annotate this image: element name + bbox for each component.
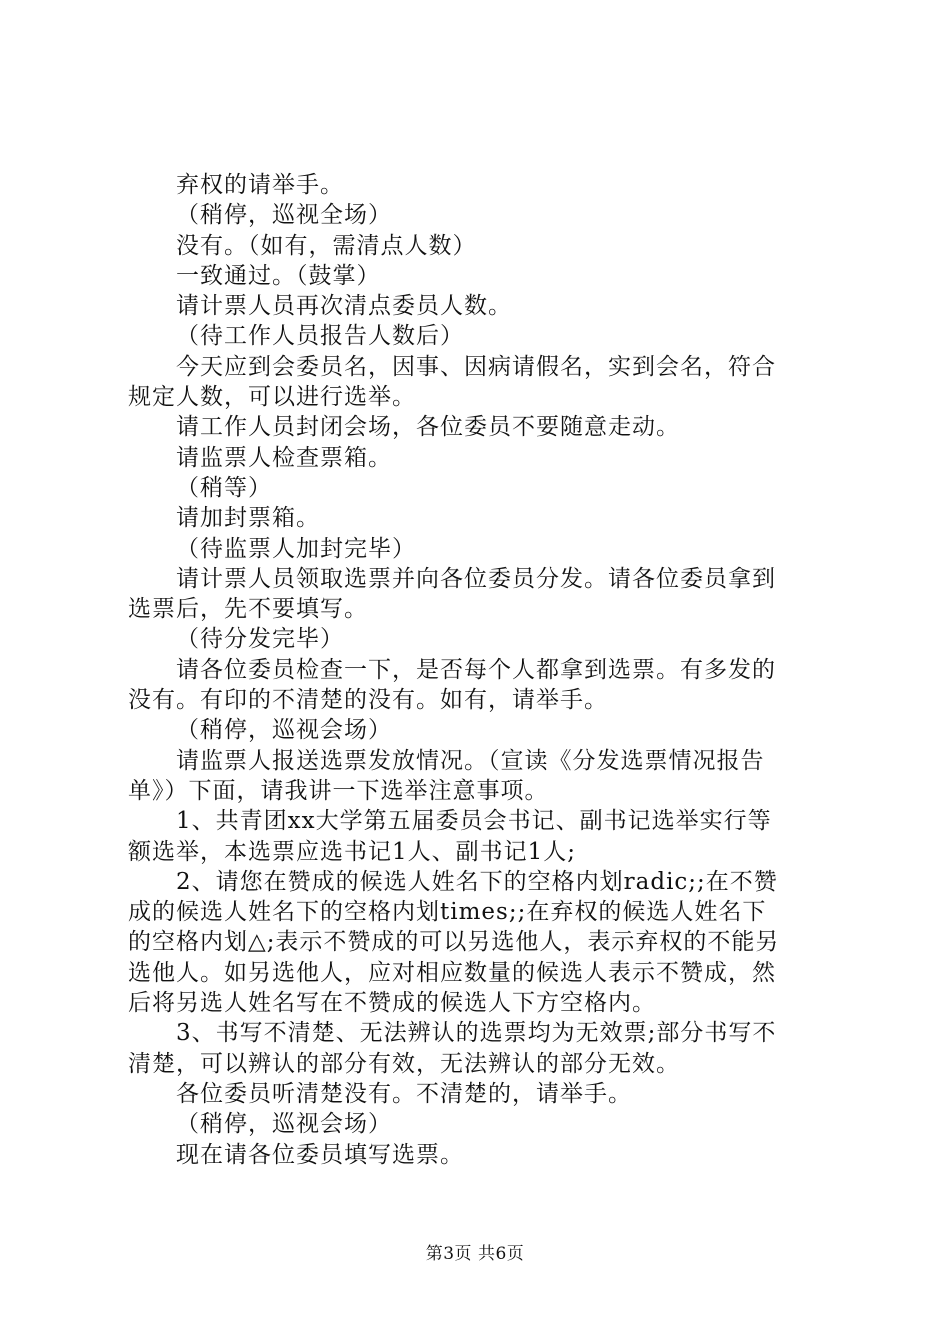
text-line: 清楚，可以辨认的部分有效，无法辨认的部分无效。 (128, 1050, 680, 1077)
text-line: 额选举，本选票应选书记1人、副书记1人; (128, 838, 577, 865)
text-line: 请计票人员领取选票并向各位委员分发。请各位委员拿到 (176, 565, 776, 592)
text-line: 3、书写不清楚、无法辨认的选票均为无效票;部分书写不 (176, 1020, 777, 1047)
text-line: 成的候选人姓名下的空格内划times;;在弃权的候选人姓名下 (128, 899, 767, 926)
text-line: 选他人。如另选他人，应对相应数量的候选人表示不赞成，然 (128, 959, 776, 986)
text-line: 请监票人检查票箱。 (176, 444, 392, 471)
page-number-label: 第3页 共6页 (425, 1244, 525, 1264)
text-line: 各位委员听清楚没有。不清楚的，请举手。 (176, 1080, 632, 1107)
text-line: （待工作人员报告人数后） (176, 323, 464, 350)
text-line: 请工作人员封闭会场，各位委员不要随意走动。 (176, 414, 680, 441)
text-line: 没有。（如有，需清点人数） (176, 232, 477, 259)
text-line: （稍等） (176, 474, 272, 501)
text-line: 后将另选人姓名写在不赞成的候选人下方空格内。 (128, 990, 656, 1017)
text-line: 2、请您在赞成的候选人姓名下的空格内划radic;;在不赞 (176, 868, 778, 895)
text-line: 单》）下面，请我讲一下选举注意事项。 (128, 777, 549, 804)
document-body (128, 170, 832, 1170)
text-line: 规定人数，可以进行选举。 (128, 384, 416, 411)
text-line: 弃权的请举手。 (176, 172, 344, 198)
text-line: 选票后，先不要填写。 (128, 596, 368, 623)
text-line: （稍停，巡视会场） (176, 717, 392, 744)
text-line: 现在请各位委员填写选票。 (176, 1141, 464, 1168)
text-line: 没有。有印的不清楚的没有。如有，请举手。 (128, 687, 608, 714)
text-line: 一致通过。（鼓掌） (176, 262, 381, 289)
text-line: （稍停，巡视会场） (176, 1111, 392, 1138)
text-line: 请各位委员检查一下，是否每个人都拿到选票。有多发的 (176, 656, 776, 683)
text-line: 请加封票箱。 (176, 505, 320, 532)
text-line: 请计票人员再次清点委员人数。 (176, 293, 512, 320)
text-line: （稍停，巡视全场） (176, 202, 392, 229)
text-line: （待监票人加封完毕） (176, 535, 416, 562)
text-line: 今天应到会委员名，因事、因病请假名，实到会名，符合 (176, 353, 776, 380)
text-line: 1、共青团xx大学第五届委员会书记、副书记选举实行等 (176, 808, 772, 835)
page-footer (0, 1243, 950, 1265)
text-line: （待分发完毕） (176, 626, 344, 653)
text-line: 的空格内划△;表示不赞成的可以另选他人，表示弃权的不能另 (128, 929, 780, 956)
text-line: 请监票人报送选票发放情况。（宣读《分发选票情况报告 (176, 747, 765, 774)
